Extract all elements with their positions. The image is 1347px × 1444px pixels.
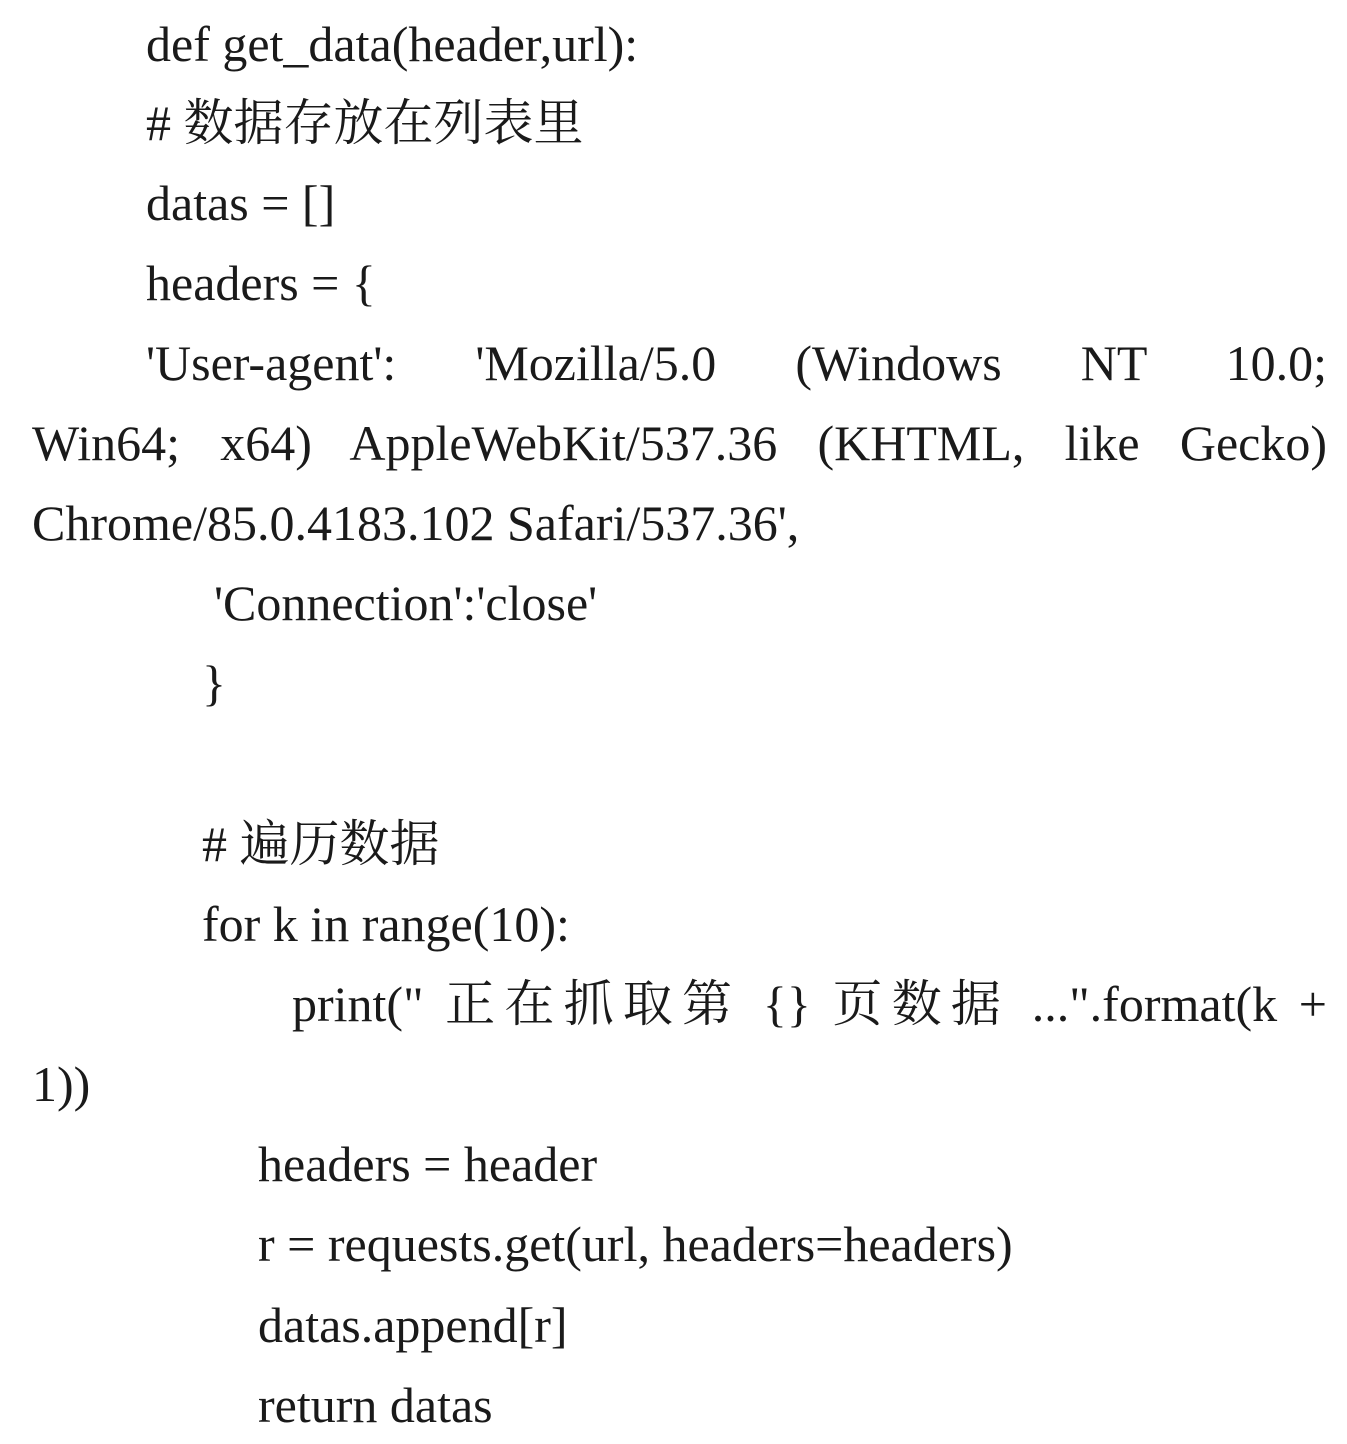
code-line-headers-assign: headers = header: [258, 1136, 598, 1192]
code-line-headers-close: }: [202, 655, 226, 711]
code-line-print-1: print(" 正在抓取第 {} 页数据 ...".format(k +: [292, 976, 1327, 1032]
code-line-connection: 'Connection':'close': [214, 575, 598, 631]
code-line-user-agent-2: Win64; x64) AppleWebKit/537.36 (KHTML, like Gecko): [32, 415, 1327, 471]
code-line-comment-iterate: # 遍历数据: [202, 816, 440, 872]
code-line-comment-store: # 数据存放在列表里: [146, 95, 584, 151]
code-line-datas-init: datas = []: [146, 175, 336, 231]
code-line-for-loop: for k in range(10):: [202, 896, 570, 952]
code-line-user-agent-3: Chrome/85.0.4183.102 Safari/537.36',: [32, 495, 800, 551]
code-line-user-agent-1: 'User-agent': 'Mozilla/5.0 (Windows NT 10.0;: [146, 335, 1327, 391]
code-line-headers-open: headers = {: [146, 255, 376, 311]
code-line-request: r = requests.get(url, headers=headers): [258, 1216, 1013, 1272]
code-line-def: def get_data(header,url):: [146, 16, 639, 72]
code-line-print-2: 1)): [32, 1056, 91, 1112]
code-line-return: return datas: [258, 1377, 493, 1433]
code-line-append: datas.append[r]: [258, 1297, 568, 1353]
